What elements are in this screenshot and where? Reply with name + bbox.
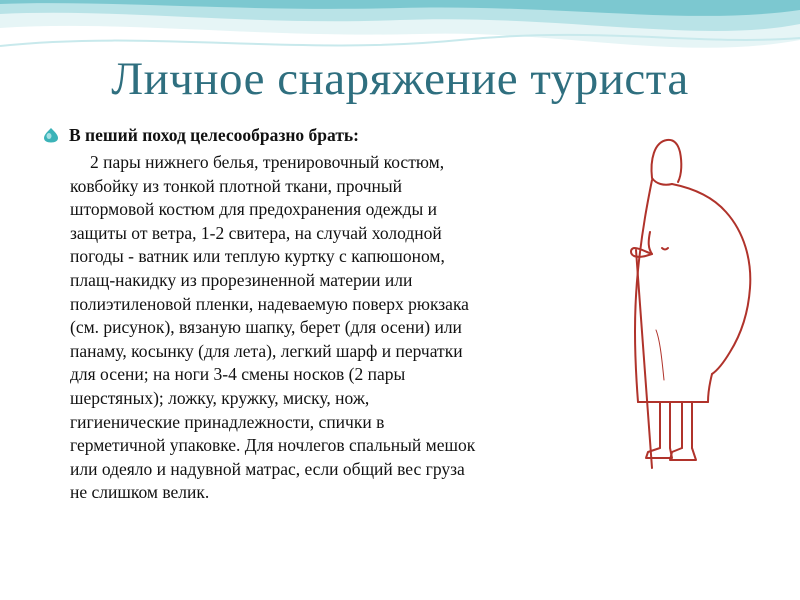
- body-line: полиэтиленовой пленки, надеваемую поверх рюкзака: [70, 293, 469, 314]
- body-line: (см. рисунок), вязаную шапку, берет (для осени) или: [70, 317, 462, 338]
- body-line: ковбойку из тонкой плотной ткани, прочный: [70, 175, 403, 196]
- body-line: гигиенические принадлежности, спички в: [70, 411, 385, 432]
- body-line: погоды - ватник или теплую куртку с капюшоном,: [70, 246, 445, 267]
- teardrop-bullet-icon: [42, 127, 60, 143]
- body-line: герметичной упаковке. Для ночлегов спальный мешок: [70, 435, 476, 456]
- body-line: или одеяло и надувной матрас, если общий вес груза: [70, 458, 465, 479]
- body-line: штормовой костюм для предохранения одежды и: [70, 199, 437, 220]
- body-line: защиты от ветра, 1-2 свитера, на случай холодной: [70, 222, 442, 243]
- body-line: панаму, косынку (для лета), легкий шарф и перчатки: [70, 340, 463, 361]
- hiker-in-rain-cape-illustration: [612, 130, 762, 470]
- body-line: плащ-накидку из прорезиненной материи или: [70, 269, 413, 290]
- body-paragraph: [70, 151, 590, 505]
- body-line: не слишком велик.: [70, 482, 210, 503]
- body-line: для осени; на ноги 3-4 смены носков (2 пары: [70, 364, 406, 385]
- body-line: 2 пары нижнего белья, тренировочный костюм,: [90, 152, 445, 172]
- bullet-heading: В пеший поход целесообразно брать:: [69, 125, 360, 145]
- slide-title: Личное снаряжение туриста: [111, 53, 689, 105]
- body-line: шерстяных); ложку, кружку, миску, нож,: [70, 387, 370, 408]
